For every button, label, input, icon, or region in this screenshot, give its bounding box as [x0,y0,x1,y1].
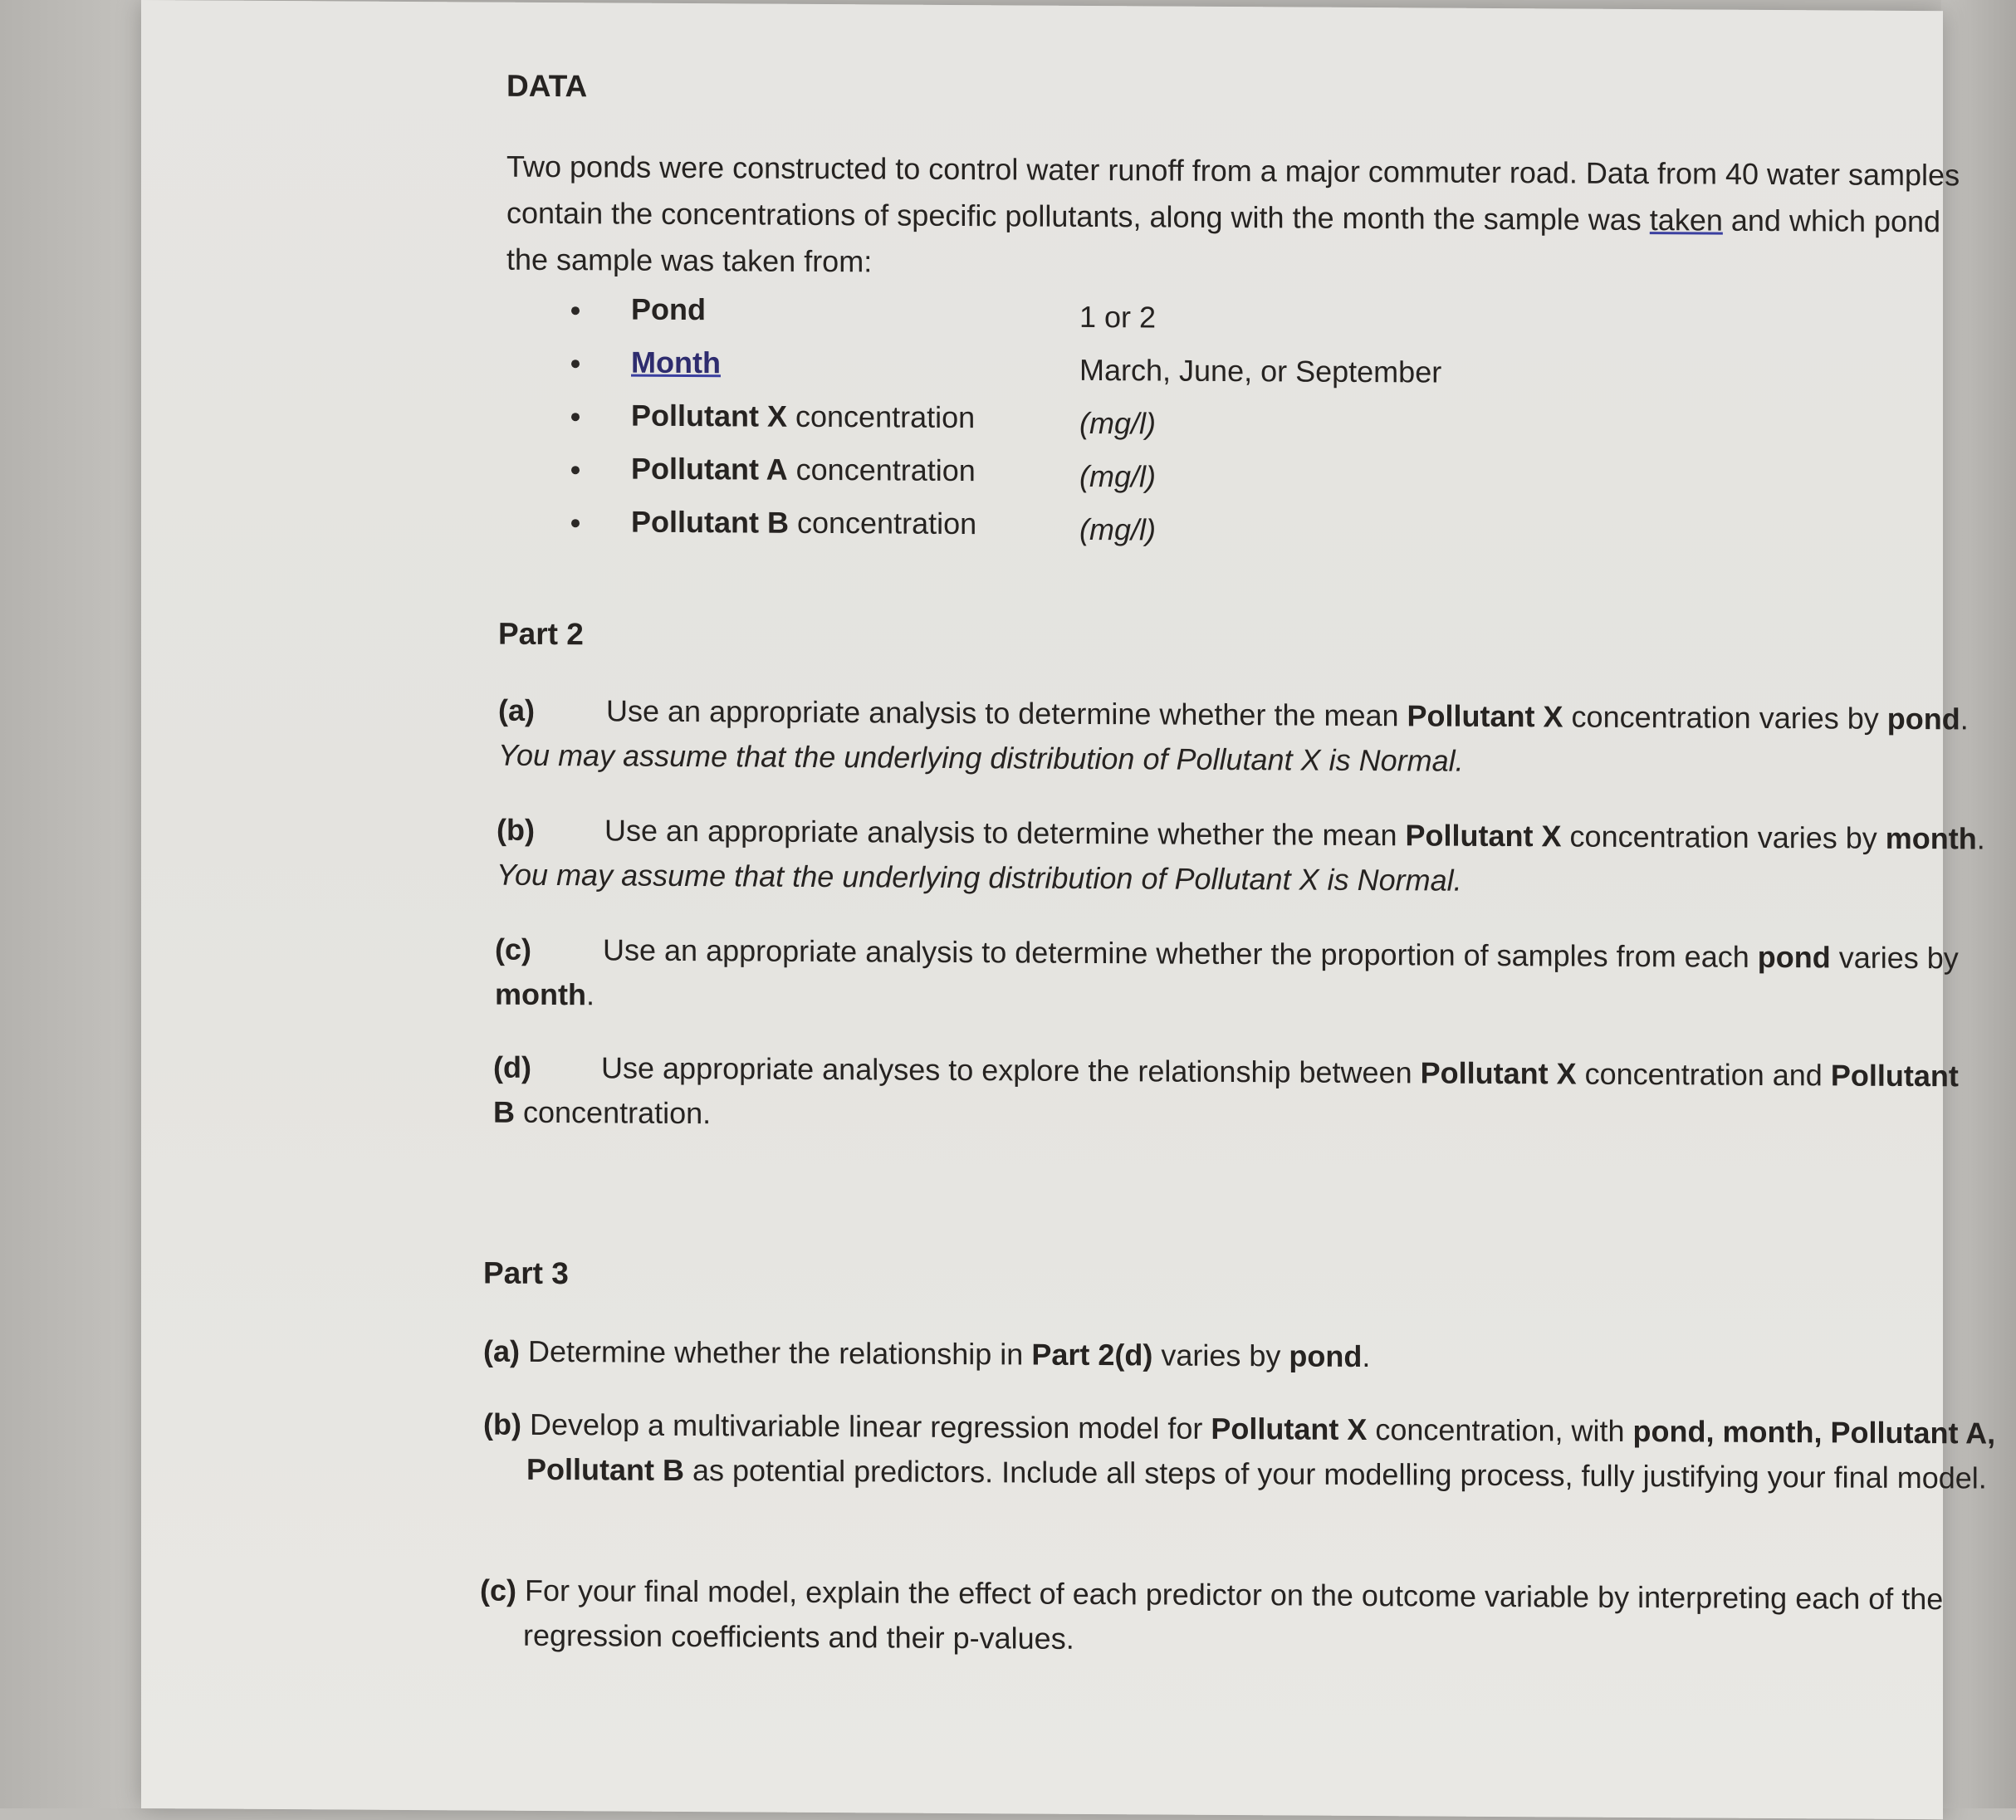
bullet-icon [571,306,580,315]
variable-value: (mg/l) [1079,458,1156,494]
intro-taken: taken [1649,203,1723,237]
variable-value: 1 or 2 [1079,299,1157,335]
variable-name: Pond [631,291,706,327]
variable-value: (mg/l) [1079,405,1156,441]
data-intro [506,144,1984,292]
part2-heading: Part 2 [498,616,584,652]
item-label: (c) [480,1573,516,1607]
bullet-icon [571,466,580,474]
paper-sheet [141,0,1996,1819]
part3-a: (a) Determine whether the relationship in Part 2(d) varies by pond. [483,1333,1371,1374]
part2-b: (b) Use an appropriate analysis to determine whether the mean Pollutant X concentration varies by month. You may assume that the underlying distribution of Pollutant X is Normal. [497,808,1991,907]
document-content [365,60,1996,1656]
background-left [0,0,158,1808]
data-heading: DATA [506,68,588,104]
variable-value: March, June, or September [1079,352,1442,389]
variable-row [531,446,1694,506]
item-label: (c) [495,932,531,966]
item-label: (a) [498,692,535,727]
bullet-icon [571,360,580,368]
variable-name: Pollutant A concentration [631,451,976,488]
part2-a: (a) Use an appropriate analysis to determine whether the mean Pollutant X concentration varies by pond. You may assume that the underlying distribution of Pollutant X is Normal. [498,688,1993,787]
variable-name: Month [631,345,721,380]
item-label: (d) [493,1049,531,1084]
variable-row [531,499,1694,560]
variable-name: Pollutant X concentration [631,398,976,435]
intro-text-1: Two ponds were constructed to control water runoff from a major commuter road. Data from 40 water samples contain the concentrations of specific pollutants, along with the month the sample was [506,149,1960,237]
part2-c: (c) Use an appropriate analysis to determine whether the proportion of samples from each pond varies by month. [495,927,1989,1026]
variable-row [531,340,1694,400]
item-label: (b) [483,1407,521,1441]
part3-b: (b) Develop a multivariable linear regression model for Pollutant X concentration, with pond, month, Pollutant A, Pollutant B as potential predictors. Include all steps of your modelling process, fully justifying your final model. [483,1407,1996,1495]
item-label: (a) [483,1333,520,1368]
variable-name: Pollutant B concentration [631,504,977,541]
part3-c: (c) For your final model, explain the effect of each predictor on the outcome variable by interpreting each of the regression coefficients and their p-values. [480,1573,1944,1656]
variable-row [531,393,1694,453]
bullet-icon [571,413,580,421]
variable-value: (mg/l) [1079,511,1156,547]
bullet-icon [571,519,580,527]
variable-row [531,286,1694,347]
variable-list [531,286,1694,560]
part3-heading: Part 3 [483,1255,569,1291]
intro-text-2: and which pond the sample was taken from: [506,203,1941,279]
part2-d: (d) Use appropriate analyses to explore the relationship between Pollutant X concentration and Pollutant B concentration. [493,1045,1988,1144]
item-label: (b) [497,812,535,847]
